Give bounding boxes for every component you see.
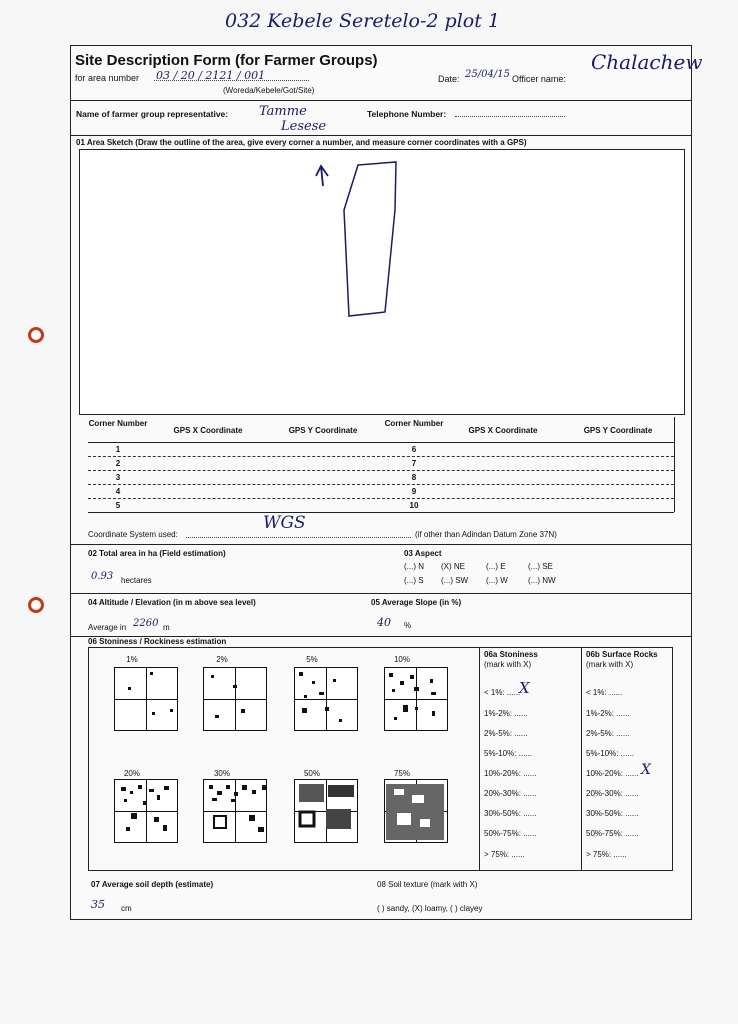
rock-dots [114, 667, 449, 847]
surface-rocks-option[interactable]: 5%-10%: ...... [586, 749, 635, 758]
stoniness-option[interactable]: 20%-30%: ...... [484, 789, 537, 798]
aspect-option[interactable]: (...) N [404, 562, 424, 571]
aspect-option[interactable]: (...) E [486, 562, 506, 571]
corner-number: 6 [411, 445, 417, 454]
col-header: GPS Y Coordinate [583, 426, 653, 435]
north-arrow-icon [316, 166, 328, 186]
form-title: Site Description Form (for Farmer Groups) [75, 52, 378, 69]
aspect-option[interactable]: (...) NW [528, 576, 556, 585]
surface-rocks-mark: X [641, 762, 651, 778]
col-header: Corner Number [384, 419, 444, 428]
stoniness-option[interactable]: 30%-50%: ...... [484, 809, 537, 818]
stoniness-option[interactable]: > 75%: ...... [484, 850, 525, 859]
slope-value[interactable]: 40 [377, 616, 391, 629]
soil-depth-value[interactable]: 35 [91, 898, 105, 911]
phone-line[interactable] [455, 116, 565, 117]
rock-percent-label: 10% [393, 655, 410, 664]
area-number-line [154, 80, 309, 81]
corner-number: 7 [411, 459, 417, 468]
punch-hole-top [28, 327, 44, 343]
officer-label: Officer name: [512, 74, 566, 84]
soil-depth-label: 07 Average soil depth (estimate) [91, 880, 214, 889]
corner-number: 8 [411, 473, 417, 482]
area-number-label: for area number [75, 73, 140, 83]
officer-value[interactable]: Chalachew [591, 50, 703, 74]
rock-percent-label: 30% [213, 769, 230, 778]
surface-rocks-subtitle: (mark with X) [586, 660, 634, 669]
soil-texture-label: 08 Soil texture (mark with X) [377, 880, 478, 889]
surface-rocks-option[interactable]: < 1%: ...... [586, 688, 623, 697]
divider [71, 100, 691, 101]
coord-system-note: (if other than Adindan Datum Zone 37N) [415, 530, 557, 539]
col-header: GPS X Coordinate [173, 426, 243, 435]
aspect-option[interactable]: (...) SE [528, 562, 553, 571]
corner-number: 3 [115, 473, 121, 482]
surface-rocks-option[interactable]: 50%-75%: ...... [586, 829, 639, 838]
slope-unit: % [404, 621, 412, 630]
altitude-label: 04 Altitude / Elevation (in m above sea level) [88, 598, 256, 607]
rep-value-1[interactable]: Tamme [259, 104, 307, 119]
stoniness-subtitle: (mark with X) [484, 660, 532, 669]
date-label: Date: [438, 74, 460, 84]
col-header: GPS Y Coordinate [288, 426, 358, 435]
altitude-prefix: Average in [88, 623, 127, 632]
stoniness-section-label: 06 Stoniness / Rockiness estimation [88, 637, 227, 646]
rock-percent-label: 20% [123, 769, 140, 778]
area-number-hint: (Woreda/Kebele/Got/Site) [223, 86, 315, 95]
slope-label: 05 Average Slope (in %) [371, 598, 462, 607]
corner-number: 10 [409, 501, 419, 510]
surface-rocks-option[interactable]: 20%-30%: ...... [586, 789, 639, 798]
phone-label: Telephone Number: [367, 109, 447, 119]
corner-number: 2 [115, 459, 121, 468]
col-header: Corner Number [88, 419, 148, 428]
site-description-form [70, 45, 703, 920]
stoniness-option[interactable]: 5%-10%: ...... [484, 749, 533, 758]
altitude-value[interactable]: 2260 [133, 618, 159, 629]
stoniness-option[interactable]: 50%-75%: ...... [484, 829, 537, 838]
rock-percent-label: 2% [216, 655, 228, 664]
altitude-unit: m [163, 623, 170, 632]
sketch-area[interactable] [79, 149, 685, 415]
aspect-option[interactable]: (...) W [486, 576, 508, 585]
surface-rocks-title: 06b Surface Rocks [586, 650, 658, 659]
area-value[interactable]: 0.93 [91, 571, 114, 582]
surface-rocks-option[interactable]: 2%-5%: ...... [586, 729, 630, 738]
surface-rocks-option[interactable]: 1%-2%: ...... [586, 709, 630, 718]
corner-number: 1 [115, 445, 121, 454]
aspect-option[interactable]: (...) SW [441, 576, 469, 585]
coord-system-value[interactable]: WGS [263, 513, 306, 533]
sketch-label: 01 Area Sketch (Draw the outline of the area, give every corner a number, and measure corner coordinates with a GPS) [76, 138, 527, 147]
stoniness-option[interactable]: 2%-5%: ...... [484, 729, 528, 738]
punch-hole-bottom [28, 597, 44, 613]
header-handwritten: 032 Kebele Seretelo-2 plot 1 [225, 10, 500, 32]
stoniness-title: 06a Stoniness [484, 650, 538, 659]
rock-percent-label: 50% [303, 769, 320, 778]
stoniness-option[interactable]: 1%-2%: ...... [484, 709, 528, 718]
date-value[interactable]: 25/04/15 [465, 69, 510, 80]
coord-system-label: Coordinate System used: [88, 530, 178, 539]
stoniness-mark: X [519, 679, 530, 697]
col-header: GPS X Coordinate [468, 426, 538, 435]
surface-rocks-option[interactable]: > 75%: ...... [586, 850, 627, 859]
soil-depth-unit: cm [121, 904, 132, 913]
aspect-option[interactable]: (...) S [404, 576, 424, 585]
surface-rocks-option[interactable]: 10%-20%: ...... [586, 769, 639, 778]
surface-rocks-option[interactable]: 30%-50%: ...... [586, 809, 639, 818]
rock-percent-label: 5% [306, 655, 318, 664]
corner-number: 4 [115, 487, 121, 496]
gps-table [88, 417, 674, 515]
aspect-option[interactable]: (X) NE [441, 562, 465, 571]
corner-number: 9 [411, 487, 417, 496]
area-number-value[interactable]: 03 / 20 / 2121 / 001 [156, 69, 266, 82]
rep-label: Name of farmer group representative: [76, 109, 229, 119]
rock-percent-label: 75% [393, 769, 410, 778]
soil-texture-value[interactable]: ( ) sandy, (X) loamy, ( ) clayey [377, 904, 483, 913]
area-label: 02 Total area in ha (Field estimation) [88, 549, 226, 558]
stoniness-option[interactable]: < 1%: ...... [484, 688, 521, 697]
corner-number: 5 [115, 501, 121, 510]
stoniness-option[interactable]: 10%-20%: ...... [484, 769, 537, 778]
area-unit: hectares [121, 576, 152, 585]
rock-percent-label: 1% [126, 655, 138, 664]
divider [71, 135, 691, 136]
rep-value-2[interactable]: Lesese [281, 119, 327, 134]
plot-outline [344, 162, 396, 316]
sketch-drawing [80, 150, 684, 414]
aspect-label: 03 Aspect [404, 549, 442, 558]
